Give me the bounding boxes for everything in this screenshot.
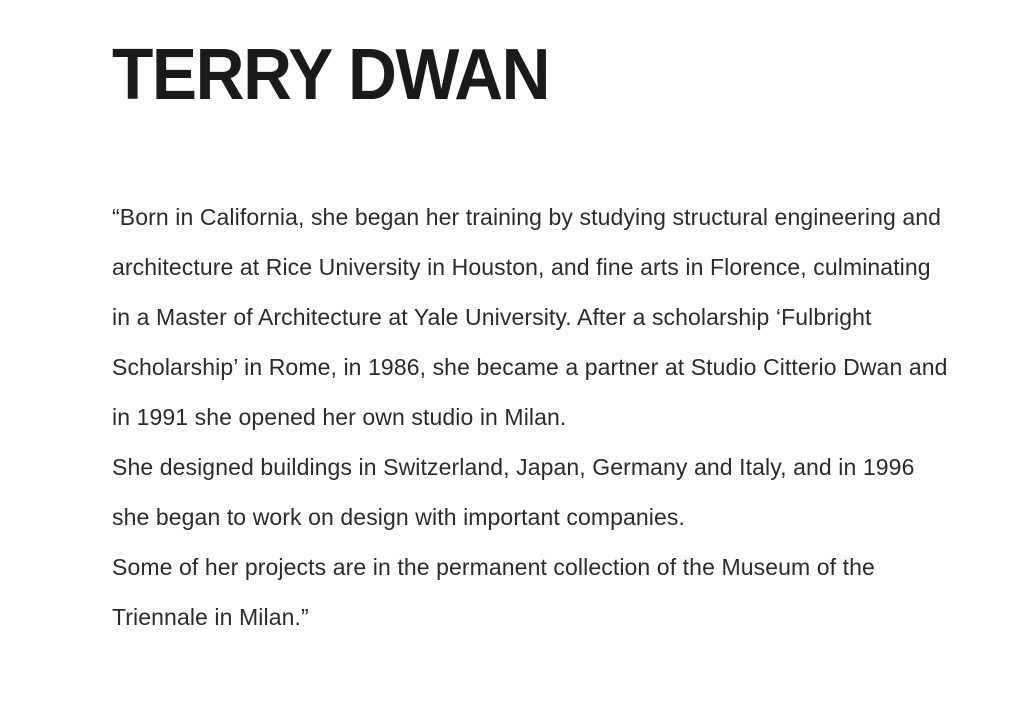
- biography-text: [112, 192, 955, 642]
- biography-paragraph-1: “Born in California, she began her training by studying structural engineering and architecture at Rice University in Houston, and fine arts in Florence, culminating in a Master of Architecture at Yale University. After a scholarship ‘Fulbright Scholarship’ in Rome, in 1986, she became a partner at Studio Citterio Dwan and in 1991 she opened her own studio in Milan.: [112, 204, 955, 430]
- biography-paragraph-2: She designed buildings in Switzerland, Japan, Germany and Italy, and in 1996 she began to work on design with important companies.: [112, 454, 921, 530]
- page-title: TERRY DWAN: [112, 35, 550, 115]
- biography-paragraph-3: Some of her projects are in the permanent collection of the Museum of the Triennale in Milan.”: [112, 554, 881, 630]
